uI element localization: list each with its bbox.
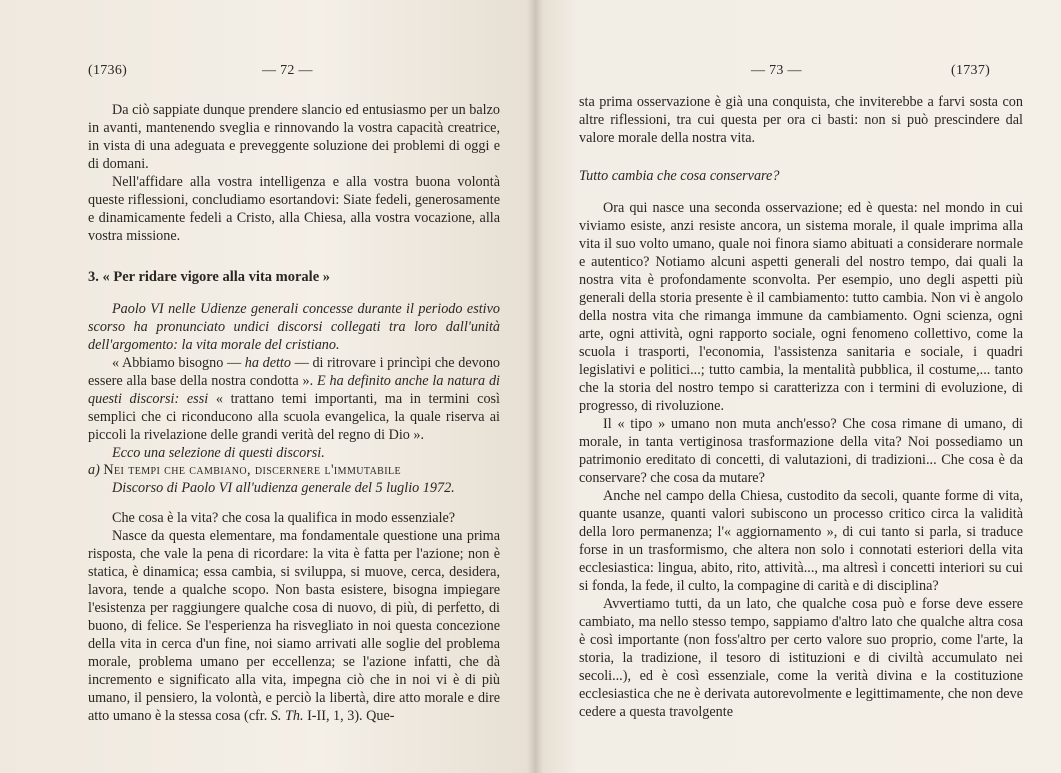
right-folio: (1737) <box>951 63 991 78</box>
left-text-top <box>88 101 500 245</box>
right-subheading: Tutto cambia che cosa conservare? <box>579 168 780 184</box>
quote-paragraph <box>88 354 500 444</box>
selection-note: Ecco una selezione di questi discorsi. <box>112 445 325 461</box>
quote-part-e: « trattano temi importanti, ma in termini così semplici che ci riconducono alla scuola evangelica, la quale riserva ai piccoli la rivelazione delle grandi verità del regno di Dio ». <box>88 391 501 443</box>
right-page <box>535 0 1061 773</box>
left-body <box>88 527 500 725</box>
section-heading: 3. « Per ridare vigore alla vita morale » <box>88 269 331 285</box>
discourse-line: Discorso di Paolo VI all'udienza generale del 5 luglio 1972. <box>112 480 455 496</box>
right-para-5: Avvertiamo tutti, da un lato, che qualche cosa può e forse deve essere cambiato, ma nello stesso tempo, sappiamo d'altro lato che qualche altra cosa è così importante (non foss'altro per certo valore suo proprio, come l'arte, la storia, la tradizione, il tesoro di istituzioni e di civiltà accumulato nei secoli...), ed è così essenziale, come la verità divina e la costituzione ecclesiastica che ne è derivata autorevolmente e legittimamente, che non deve cedere a questa travolgente <box>579 596 1023 720</box>
right-text-body <box>579 199 1023 721</box>
right-text-top <box>579 93 1023 185</box>
quote-part-b: ha detto <box>244 355 291 371</box>
book-gutter <box>527 0 543 773</box>
left-folio: (1736) <box>88 63 128 78</box>
body-cite: S. Th. <box>270 708 304 724</box>
left-text-bottom <box>88 461 500 725</box>
left-para-1: Da ciò sappiate dunque prendere slancio ed entusiasmo per un balzo in avanti, mantenendo sveglia e rinnovando la vostra capacità creatrice, in vista di una adeguata e preveggente soluzione dei problemi di oggi e di domani. <box>88 102 500 172</box>
body-part-a: Nasce da questa elementare, ma fondamentale questione una prima risposta, che vale la pena di ricordare: la vita è fatta per l'azione; non è statica, è dinamica; essa cambia, si sviluppa, si muove, cerca, desidera, lavora, tende a qualche scopo. Non basta esistere, bisogna impiegare l'esistenza per raggiungere qualche cosa di nuovo, di più, di perfetto, di buono, di felice. Se l'esperienza ha risvegliato in noi questa concezione della vita in cerca d'un fine, noi siamo arrivati alle soglie del problema morale, problema umano per eccellenza; se l'azione infatti, che dà incremento e significato alla vita, impegna ciò che in noi vi è di più umano, il pensiero, la volontà, e perciò la libertà, dire atto morale e dire atto umano è la stessa cosa (cfr. <box>88 528 500 724</box>
quote-part-c: — di ritrovare i princìpi che devono essere alla base della nostra condotta ». <box>88 355 501 389</box>
quote-part-a: « Abbiamo bisogno — <box>112 355 245 371</box>
left-para-2: Nell'affidare alla vostra intelligenza e alla vostra buona volontà queste riflessioni, concludiamo esortandovi: Siate fedeli, generosamente e dinamicamente fedeli a Cristo, alla Chiesa, alla vostra vocazione, alla vostra missione. <box>88 174 500 244</box>
right-para-1: sta prima osservazione è già una conquista, che inviterebbe a farvi sosta con altre riflessioni, tra cui questa per ora ci basti: non si può prescindere dal valore morale della nostra vita. <box>579 94 1023 146</box>
question-line: Che cosa è la vita? che cosa la qualifica in modo essenziale? <box>112 510 456 526</box>
right-page-number: — 73 — <box>751 63 802 78</box>
body-part-b: I-II, 1, 3). Que- <box>303 708 395 724</box>
right-para-2: Ora qui nasce una seconda osservazione; ed è questa: nel mondo in cui viviamo esiste, anzi resiste ancora, un sistema morale, il quale imprima alla vita il suo volto umano, quale noi finora siamo abituati a considerare normale e autentico? Notiamo alcuni aspetti generali del nostro tempo, dai quali la nostra vita è profondamente sconvolta. Per esempio, uno degli aspetti più generali della storia presente è il cambiamento: tutto cambia. Non vi è angolo della nostra vita che rimanga immune da cambiamento. Ogni scienza, ogni arte, ogni attività, ogni rapporto sociale, ogni fenomeno collettivo, come la scuola i trasporti, l'economia, l'assistenza sanitaria e sociale, i quadri legislativi e politici...; tutto cambia, la mentalità pubblica, il costume,... tanto che la storia del nostro tempo si caratterizza con i termini di evoluzione, di progresso, di rivoluzione. <box>579 200 1023 414</box>
subsection-title <box>88 461 500 479</box>
right-para-4: Anche nel campo della Chiesa, custodito da secoli, quante forme di vita, quante usanze, quanti valori subiscono un processo critico circa la validità della loro permanenza; l'« aggiornamento », di cui tanto si parla, si traduce forse in un trasformismo, che altera non solo i connotati esteriori della vita ecclesiastica: lingua, abito, rito, attività..., ma altresì i concetti interiori su cui si fonda, la fede, il culto, la compagine di carità e di disciplina? <box>579 488 1023 594</box>
subsection-text: Nei tempi che cambiano, discernere l'immutabile <box>103 462 402 478</box>
subsection-label: a) <box>88 462 104 478</box>
left-page-number: — 72 — <box>262 63 313 78</box>
right-para-3: Il « tipo » umano non muta anch'esso? Che cosa rimane di umano, di morale, in tanta vertiginosa trasformazione della vita? Noi possediamo un patrimonio ereditato di concetti, di valutazioni, di tradizioni... Che cosa è da conservare? che cosa da mutare? <box>579 416 1023 486</box>
left-text-middle <box>88 268 500 462</box>
quote-part-d: E ha definito anche la natura di questi discorsi: essi <box>88 373 500 407</box>
intro-italic: Paolo VI nelle Udienze generali concesse durante il periodo estivo scorso ha pronunciato undici discorsi collegati tra loro dall'unità dell'argomento: la vita morale del cristiano. <box>88 301 500 353</box>
